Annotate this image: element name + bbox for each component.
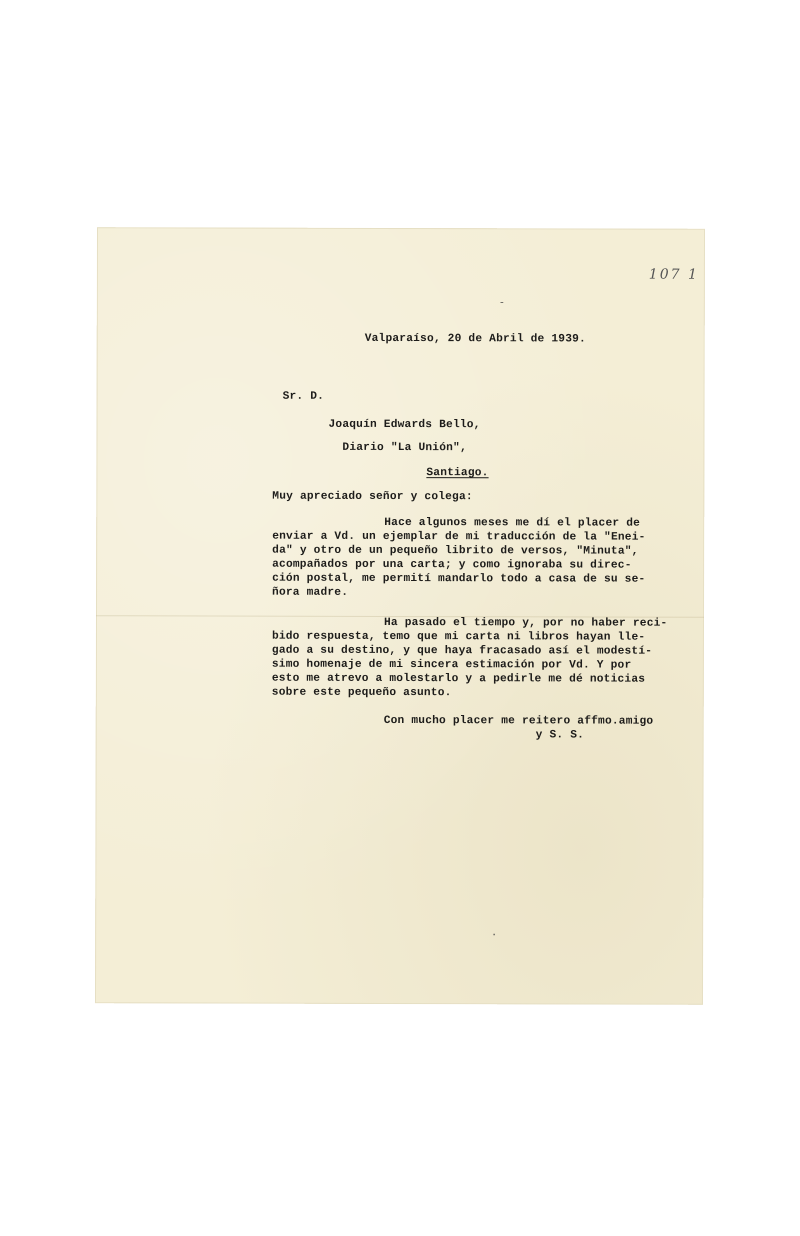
addressee-paper: Diario "La Unión", <box>342 441 467 455</box>
paragraph-line: esto me atrevo a molestarlo y a pedirle me dé noticias <box>271 672 646 686</box>
closing-signoff: y S. S. <box>535 729 585 742</box>
paragraph-line: gado a su destino, y que haya fracasado así el modestí- <box>271 644 653 658</box>
paragraph-line: Ha pasado el tiempo y, por no haber reci- <box>383 616 668 630</box>
paragraph-line: bido respuesta, temo que mi carta ni libros hayan lle- <box>271 630 646 644</box>
closing-line: Con mucho placer me reitero affmo.amigo <box>383 714 654 728</box>
paragraph-line: ción postal, me permití mandarlo todo a casa de su se- <box>272 572 646 586</box>
paragraph-line: sobre este pequeño asunto. <box>271 686 452 700</box>
paragraph-line: simo homenaje de mi sincera estimación por Vd. Y por <box>271 658 632 672</box>
addressee-name: Joaquín Edwards Bello, <box>328 418 481 432</box>
paragraph-line: da" y otro de un pequeño librito de versos, "Minuta", <box>272 544 639 558</box>
letter-paper <box>95 227 705 1005</box>
paragraph-line: enviar a Vd. un ejemplar de mi traducción de la "Enei- <box>272 530 646 544</box>
paragraph-line: Hace algunos meses me dí el placer de <box>384 516 641 530</box>
ink-speck: - <box>498 298 505 310</box>
addressee-city: Santiago. <box>426 467 489 480</box>
salutation-prefix: Sr. D. <box>282 390 325 403</box>
archive-annotation: 107 1 <box>648 266 699 283</box>
dateline: Valparaíso, 20 de Abril de 1939. <box>364 332 586 346</box>
greeting: Muy apreciado señor y colega: <box>272 490 473 504</box>
paragraph-line: acompañados por una carta; y como ignoraba su direc- <box>272 558 632 572</box>
ink-speck: . <box>491 928 498 940</box>
paragraph-line: ñora madre. <box>272 586 349 599</box>
